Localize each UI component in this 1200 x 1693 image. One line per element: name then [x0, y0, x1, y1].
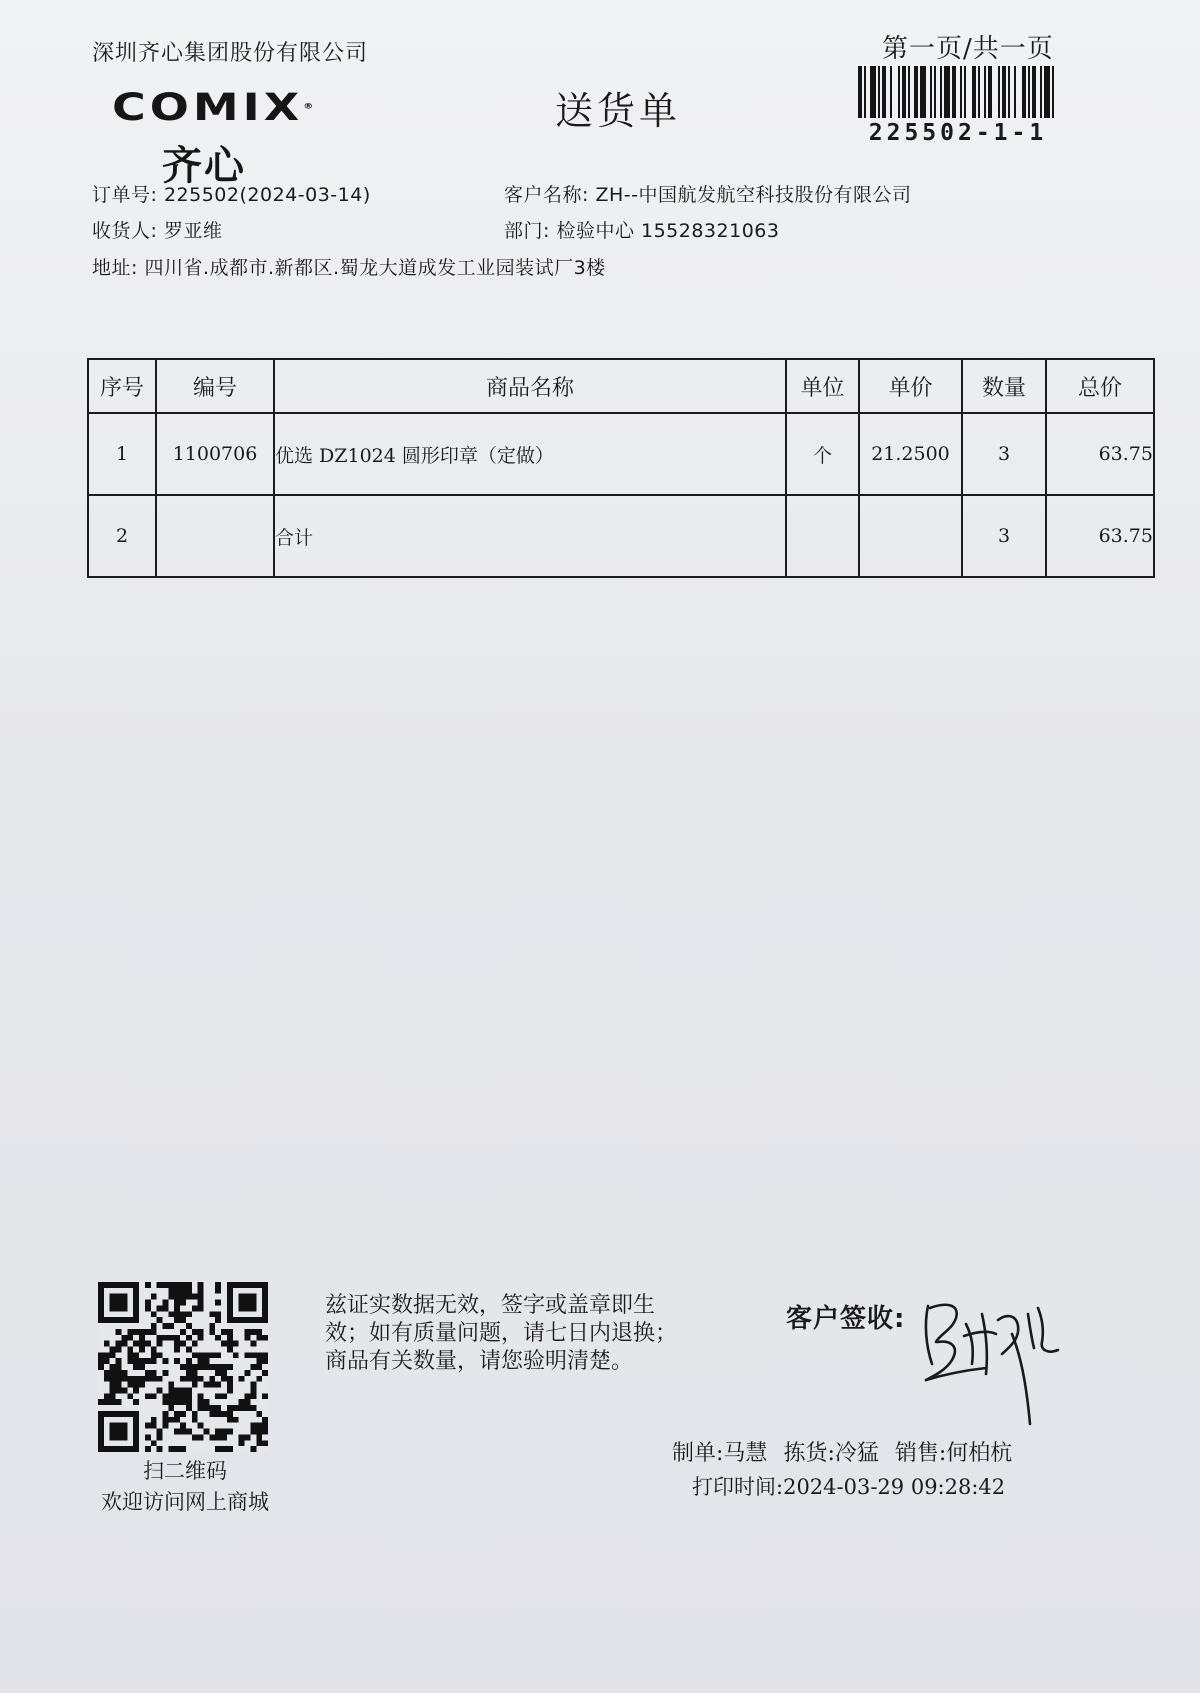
header-unit: 单位 [786, 359, 859, 413]
department [504, 216, 779, 243]
header-total: 总价 [1046, 359, 1154, 413]
header-price: 单价 [859, 359, 962, 413]
sales-label: 销售: [894, 1441, 947, 1466]
table-row [88, 495, 1154, 577]
notice-line: 商品有关数量，请您验明清楚。 [325, 1349, 634, 1374]
picker-label: 拣货: [783, 1441, 835, 1466]
cell-code: 1100706 [156, 413, 274, 495]
cell-seq: 2 [88, 495, 156, 577]
print-time-label: 打印时间: [692, 1475, 784, 1499]
cell-unit: 个 [786, 413, 859, 495]
address-label: 地址: [92, 257, 138, 279]
notice-line: 兹证实数据无效，签字或盖章即生 [325, 1293, 656, 1318]
cell-name: 优选 DZ1024 圆形印章（定做） [274, 413, 786, 495]
department-value: 检验中心 15528321063 [556, 220, 780, 242]
comix-logo [112, 84, 332, 189]
cell-seq: 1 [88, 413, 156, 495]
sales-value: 何柏杭 [946, 1441, 1013, 1466]
staff-line [672, 1436, 1012, 1467]
handwritten-signature [916, 1284, 1066, 1434]
cell-price: 21.2500 [859, 413, 962, 495]
order-number-label: 订单号: [92, 184, 158, 206]
customer-sign-label: 客户签收: [786, 1304, 906, 1334]
receiver-value: 罗亚维 [163, 220, 223, 242]
receiver-label: 收货人: [92, 220, 158, 242]
customer-name [504, 180, 911, 207]
notice-line: 效；如有质量问题，请七日内退换； [325, 1321, 678, 1346]
customer-value: ZH--中国航发航空科技股份有限公司 [595, 184, 912, 206]
header-qty: 数量 [962, 359, 1046, 413]
customer-label: 客户名称: [504, 184, 589, 206]
print-time-value: 2024-03-29 09:28:42 [783, 1475, 1006, 1499]
page-indicator: 第一页/共一页 [882, 34, 1054, 64]
maker-value: 马慧 [723, 1441, 768, 1466]
cell-total: 63.75 [1046, 413, 1154, 495]
header-seq: 序号 [88, 359, 156, 413]
maker-label: 制单: [672, 1441, 724, 1466]
address-value: 四川省.成都市.新都区.蜀龙大道成发工业园装试厂3楼 [144, 257, 606, 279]
notice-text [325, 1292, 725, 1376]
header-name: 商品名称 [274, 359, 786, 413]
address [92, 253, 606, 280]
receiver [92, 216, 222, 243]
qr-caption-scan: 扫二维码 [143, 1459, 227, 1483]
items-table [87, 358, 1155, 578]
logo-chinese: 齐心 [162, 142, 246, 189]
qr-caption-mall: 欢迎访问网上商城 [101, 1490, 269, 1514]
order-number [92, 180, 371, 207]
barcode-number: 225502-1-1 [868, 120, 1048, 146]
cell-qty: 3 [962, 413, 1046, 495]
cell-unit [786, 495, 859, 577]
cell-qty: 3 [962, 495, 1046, 577]
cell-name: 合计 [274, 495, 786, 577]
table-header-row [88, 359, 1154, 413]
barcode-icon [858, 66, 1058, 118]
header-code: 编号 [156, 359, 274, 413]
cell-price [859, 495, 962, 577]
print-time [692, 1471, 1005, 1501]
cell-code [156, 495, 274, 577]
table-row [88, 413, 1154, 495]
department-label: 部门: [504, 220, 550, 242]
order-number-value: 225502(2024-03-14) [163, 184, 371, 206]
qr-code-icon[interactable] [98, 1282, 268, 1452]
company-name: 深圳齐心集团股份有限公司 [92, 41, 369, 66]
picker-value: 冷猛 [834, 1441, 879, 1466]
document-title: 送货单 [555, 89, 682, 133]
logo-english: COMIX® [112, 84, 314, 129]
cell-total: 63.75 [1046, 495, 1154, 577]
